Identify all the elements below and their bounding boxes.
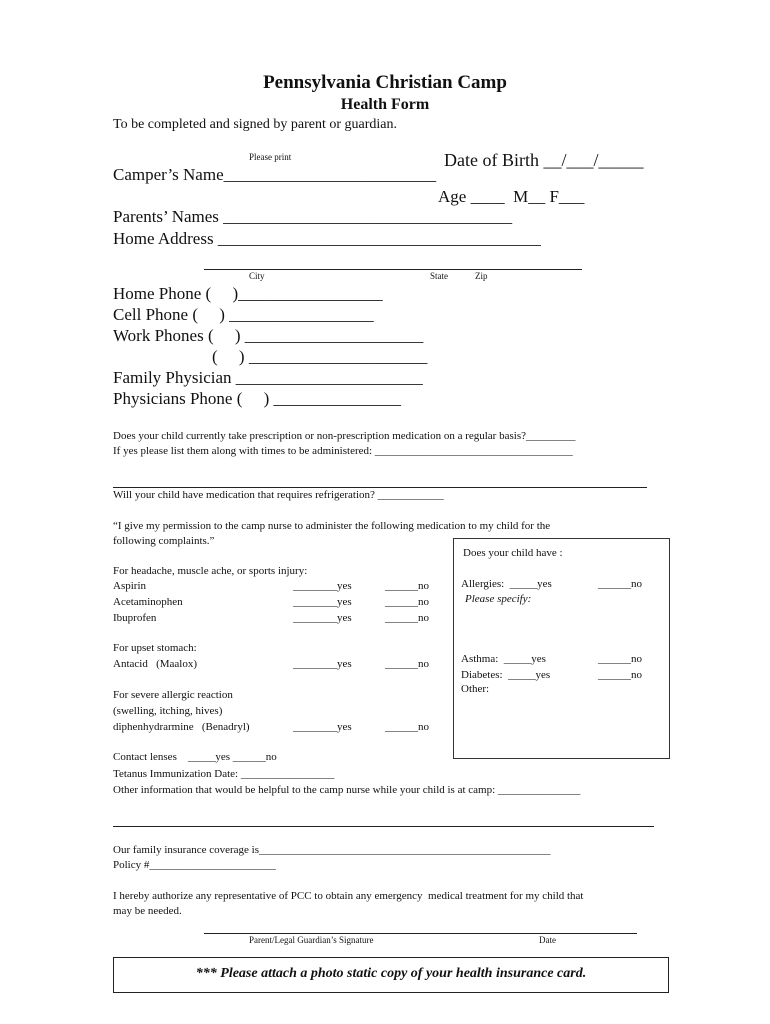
allergic-reaction-heading: For severe allergic reaction bbox=[113, 689, 233, 701]
physician-phone-field[interactable]: Physicians Phone ( ) _______________ bbox=[113, 389, 402, 408]
insurance-card-note: *** Please attach a photo static copy of your health insurance card. bbox=[195, 966, 587, 981]
conditions-heading: Does your child have : bbox=[463, 547, 563, 559]
ibuprofen-no[interactable]: ______no bbox=[385, 612, 429, 624]
family-physician-field[interactable]: Family Physician ______________________ bbox=[113, 368, 423, 387]
diabetes-yes[interactable]: Diabetes: _____yes bbox=[461, 669, 551, 681]
form-title: Pennsylvania Christian Camp bbox=[263, 72, 507, 93]
antacid-no[interactable]: ______no bbox=[385, 658, 429, 670]
medication-list-question[interactable]: If yes please list them along with times to be administered: ____________________________________ bbox=[113, 445, 573, 457]
headache-heading: For headache, muscle ache, or sports injury: bbox=[113, 565, 308, 577]
form-subtitle: Health Form bbox=[340, 96, 430, 113]
other-info-field[interactable]: Other information that would be helpful to the camp nurse while your child is at camp: _______________ bbox=[113, 784, 581, 796]
work-phones-field-2[interactable]: ( ) _____________________ bbox=[212, 347, 428, 366]
asthma-yes[interactable]: Asthma: _____yes bbox=[461, 653, 546, 665]
home-address-field[interactable]: Home Address ______________________________________ bbox=[113, 229, 541, 248]
please-print-label: Please print bbox=[249, 152, 292, 162]
allergies-specify[interactable]: Please specify: bbox=[465, 593, 532, 605]
contact-lenses-field[interactable]: Contact lenses _____yes ______no bbox=[113, 751, 277, 763]
work-phones-field[interactable]: Work Phones ( ) _____________________ bbox=[113, 326, 424, 345]
signature-line[interactable] bbox=[204, 933, 637, 934]
refrigeration-question[interactable]: Will your child have medication that requires refrigeration? ____________ bbox=[113, 489, 444, 501]
diabetes-no[interactable]: ______no bbox=[598, 669, 642, 681]
form-instruction: To be completed and signed by parent or guardian. bbox=[113, 117, 397, 132]
aspirin-yes[interactable]: ________yes bbox=[293, 580, 352, 592]
parents-names-field[interactable]: Parents’ Names __________________________________ bbox=[113, 207, 513, 226]
age-sex-field[interactable]: Age ____ M__ F___ bbox=[438, 187, 585, 206]
benadryl-label: diphenhydrarmine (Benadryl) bbox=[113, 721, 250, 733]
permission-text-2: following complaints.” bbox=[113, 535, 215, 547]
campers-name-field[interactable]: Camper’s Name_________________________ bbox=[113, 165, 437, 184]
medication-list-line[interactable] bbox=[113, 487, 647, 488]
ibuprofen-label: Ibuprofen bbox=[113, 612, 157, 624]
home-phone-field[interactable]: Home Phone ( )_________________ bbox=[113, 284, 383, 303]
state-label: State bbox=[430, 271, 448, 281]
date-of-birth-field[interactable]: Date of Birth __/___/_____ bbox=[444, 150, 644, 170]
policy-number-field[interactable]: Policy #_______________________ bbox=[113, 859, 276, 871]
stomach-heading: For upset stomach: bbox=[113, 642, 197, 654]
address-line-2[interactable] bbox=[204, 269, 582, 270]
permission-text-1: “I give my permission to the camp nurse to administer the following medication to my child for the bbox=[113, 520, 551, 532]
asthma-no[interactable]: ______no bbox=[598, 653, 642, 665]
allergies-yes[interactable]: Allergies: _____yes bbox=[461, 578, 552, 590]
conditions-box bbox=[453, 538, 670, 759]
insurance-field[interactable]: Our family insurance coverage is_____________________________________________________ bbox=[113, 844, 551, 856]
insurance-card-note-box bbox=[113, 957, 669, 993]
city-label: City bbox=[249, 271, 265, 281]
aspirin-no[interactable]: ______no bbox=[385, 580, 429, 592]
benadryl-no[interactable]: ______no bbox=[385, 721, 429, 733]
ibuprofen-yes[interactable]: ________yes bbox=[293, 612, 352, 624]
benadryl-yes[interactable]: ________yes bbox=[293, 721, 352, 733]
date-label: Date bbox=[539, 935, 556, 945]
medication-question[interactable]: Does your child currently take prescription or non-prescription medication on a regular basis?_________ bbox=[113, 430, 576, 442]
authorization-text-1: I hereby authorize any representative of PCC to obtain any emergency medical treatment for my child that bbox=[113, 890, 584, 902]
allergies-no[interactable]: ______no bbox=[598, 578, 642, 590]
zip-label: Zip bbox=[475, 271, 488, 281]
tetanus-date-field[interactable]: Tetanus Immunization Date: _________________ bbox=[113, 768, 335, 780]
acetaminophen-no[interactable]: ______no bbox=[385, 596, 429, 608]
antacid-yes[interactable]: ________yes bbox=[293, 658, 352, 670]
authorization-text-2: may be needed. bbox=[113, 905, 182, 917]
signature-label: Parent/Legal Guardian’s Signature bbox=[249, 935, 374, 945]
acetaminophen-label: Acetaminophen bbox=[113, 596, 183, 608]
cell-phone-field[interactable]: Cell Phone ( ) _________________ bbox=[113, 305, 374, 324]
other-conditions-field[interactable]: Other: bbox=[461, 683, 490, 695]
antacid-label: Antacid (Maalox) bbox=[113, 658, 197, 670]
aspirin-label: Aspirin bbox=[113, 580, 146, 592]
allergic-reaction-subheading: (swelling, itching, hives) bbox=[113, 705, 223, 717]
acetaminophen-yes[interactable]: ________yes bbox=[293, 596, 352, 608]
other-info-line[interactable] bbox=[113, 826, 654, 827]
